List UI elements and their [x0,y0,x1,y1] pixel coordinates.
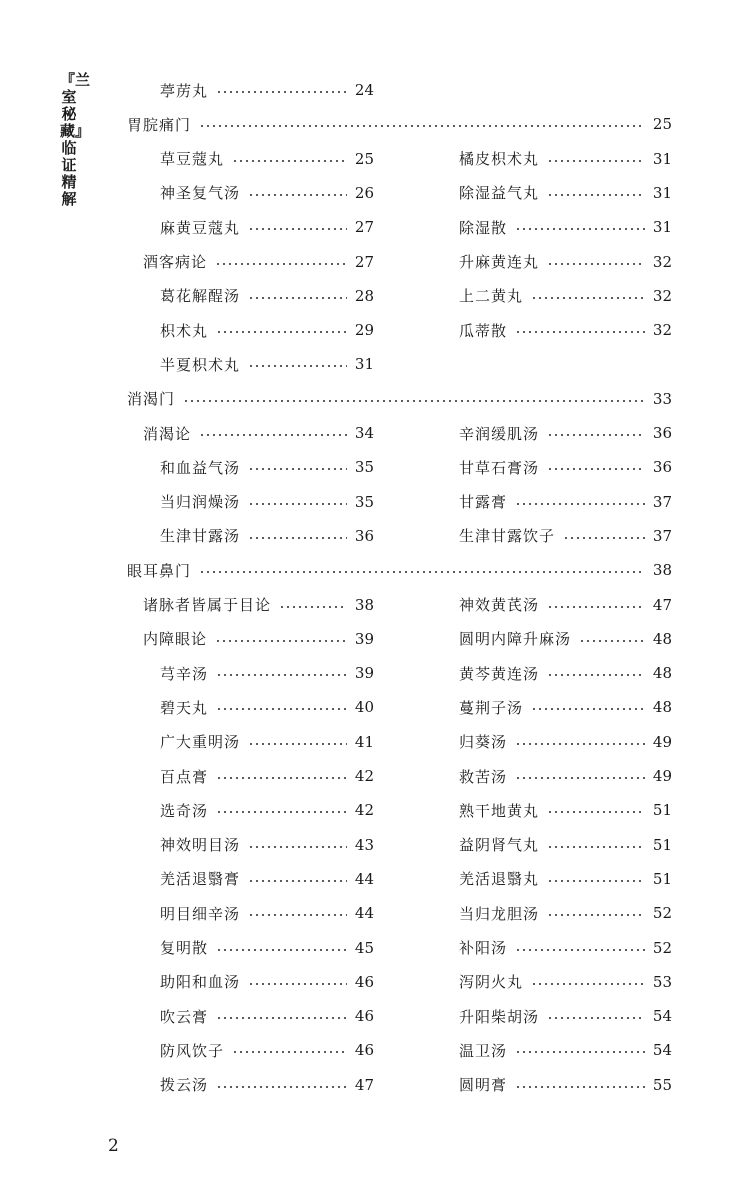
toc-entry-title: 除湿散 [459,218,508,237]
toc-entry [160,1035,374,1065]
toc-entry [459,795,672,825]
dot-leader [515,503,645,505]
running-head: 『兰室秘藏』临证精解 [60,71,91,208]
toc-entry-page: 51 [652,801,672,820]
dot-leader [248,194,347,196]
dot-leader [216,1017,347,1019]
dot-leader [515,228,645,230]
toc-entry [459,144,672,174]
toc-entry-title: 泻阴火丸 [459,973,524,992]
toc-entry-title: 瓜蒂散 [459,321,508,340]
toc-entry [160,898,374,928]
toc-entry-page: 32 [652,286,672,305]
toc-entry [160,281,374,311]
toc-entry-page: 31 [354,355,374,374]
toc-entry-title: 神效黄芪汤 [459,596,540,614]
toc-entry-title: 胃脘痛门 [127,115,192,134]
dot-leader [248,914,347,916]
dot-leader [216,674,347,676]
toc-entry [459,727,672,757]
toc-entry [143,247,374,277]
toc-entry-page: 53 [652,972,672,991]
toc-entry [459,1035,672,1065]
dot-leader [232,1051,347,1053]
toc-entry [459,1070,672,1100]
toc-entry-title: 内障眼论 [143,630,208,649]
toc-entry-title: 助阳和血汤 [160,973,241,992]
toc-entry-page: 51 [652,869,672,888]
toc-entry-page: 51 [652,835,672,854]
toc-entry-page: 38 [354,595,374,614]
toc-entry-page: 25 [354,149,374,168]
toc-entry [459,521,672,551]
dot-leader [248,503,347,505]
dot-leader [216,91,347,93]
toc-entry-page: 31 [652,183,672,202]
toc-entry-page: 25 [652,115,672,134]
toc-entry-title: 上二黄丸 [459,287,524,306]
toc-entry [160,1070,374,1100]
toc-entry [459,418,672,448]
toc-entry-title: 蔓荆子汤 [459,698,524,717]
toc-entry-page: 31 [652,149,672,168]
dot-leader [199,434,347,436]
toc-entry [160,967,374,997]
toc-entry-page: 55 [652,1075,672,1094]
toc-entry [160,315,374,345]
toc-entry-page: 36 [652,424,672,442]
toc-entry [160,521,374,551]
toc-entry-page: 46 [354,1007,374,1026]
dot-leader [547,606,645,608]
dot-leader [547,880,645,882]
toc-entry [143,590,374,620]
dot-leader [248,537,347,539]
dot-leader [248,983,347,985]
toc-entry [459,864,672,894]
toc-entry-title: 葶苈丸 [160,81,209,100]
toc-entry-page: 43 [354,835,374,854]
toc-entry-title: 除湿益气丸 [459,184,540,203]
toc-entry-title: 熟干地黄丸 [459,801,540,820]
toc-entry [459,967,672,997]
toc-entry-page: 42 [354,767,374,785]
toc-entry-title: 诸脉者皆属于目论 [143,596,272,614]
toc-entry-page: 31 [652,218,672,237]
dot-leader [547,674,645,676]
toc-entry-page: 37 [652,492,672,511]
toc-entry [160,933,374,963]
toc-entry-title: 拨云汤 [160,1076,209,1095]
toc-entry [127,384,672,414]
dot-leader [547,846,645,848]
toc-entry-page: 44 [354,904,374,923]
dot-leader [215,640,347,642]
toc-entry [459,452,672,482]
dot-leader [216,1086,347,1088]
toc-entry-page: 45 [354,938,374,957]
toc-entry-page: 39 [354,664,374,683]
dot-leader [199,125,645,127]
toc-entry-title: 广大重明汤 [160,733,241,752]
toc-entry-title: 葛花解酲汤 [160,287,241,306]
dot-leader [216,811,347,813]
page-number: 2 [108,1136,119,1156]
toc-entry-page: 46 [354,972,374,991]
dot-leader [547,194,645,196]
dot-leader [531,297,645,299]
toc-entry-title: 眼耳鼻门 [127,561,192,580]
dot-leader [248,365,347,367]
dot-leader [515,331,645,333]
toc-entry [160,487,374,517]
toc-entry [160,1001,374,1031]
toc-entry-page: 52 [652,938,672,957]
toc-entry-page: 29 [354,321,374,340]
toc-entry-page: 42 [354,801,374,820]
toc-entry-title: 麻黄豆蔻丸 [160,218,241,237]
toc-entry-page: 27 [354,252,374,271]
dot-leader [547,811,645,813]
toc-entry [459,1001,672,1031]
toc-entry-page: 24 [354,81,374,99]
toc-entry [160,830,374,860]
dot-leader [515,949,645,951]
toc-entry-title: 甘露膏 [459,493,508,512]
toc-entry-title: 选奇汤 [160,801,209,820]
toc-entry-title: 橘皮枳术丸 [459,150,540,169]
toc-entry-page: 49 [652,767,672,785]
dot-leader [515,777,645,779]
toc-entry-title: 百点膏 [160,767,209,786]
toc-entry-title: 草豆蔻丸 [160,150,225,169]
toc-entry-title: 羌活退翳膏 [160,870,241,889]
toc-entry-page: 28 [354,286,374,305]
dot-leader [547,1017,645,1019]
toc-entry-title: 升麻黄连丸 [459,253,540,271]
toc-entry-title: 救苦汤 [459,767,508,786]
dot-leader [531,983,645,985]
dot-leader [547,160,645,162]
dot-leader [547,914,645,916]
dot-leader [248,297,347,299]
toc-entry-page: 35 [354,458,374,477]
dot-leader [547,434,645,436]
toc-entry [127,109,672,139]
toc-entry-page: 44 [354,869,374,888]
toc-entry [143,624,374,654]
toc-entry-page: 48 [652,664,672,683]
dot-leader [515,1086,645,1088]
toc-entry [160,692,374,722]
toc-entry-page: 32 [652,252,672,271]
dot-leader [216,708,347,710]
dot-leader [279,606,347,608]
toc-entry-title: 吹云膏 [160,1007,209,1026]
toc-entry-page: 48 [652,629,672,648]
toc-entry-page: 54 [652,1041,672,1060]
toc-entry-title: 神圣复气汤 [160,184,241,203]
dot-leader [248,880,347,882]
toc-entry-title: 半夏枳术丸 [160,355,241,374]
toc-entry [459,933,672,963]
toc-entry [459,590,672,620]
dot-leader [215,263,347,265]
toc-entry [143,418,374,448]
toc-entry-title: 生津甘露汤 [160,527,241,546]
toc-entry-page: 47 [354,1075,374,1094]
toc-entry-page: 54 [652,1007,672,1026]
toc-entry-title: 升阳柴胡汤 [459,1007,540,1026]
toc-entry-title: 消渴论 [143,424,192,443]
toc-entry [127,555,672,585]
toc-entry-page: 38 [652,561,672,580]
toc-entry-title: 明目细辛汤 [160,904,241,923]
toc-entry-title: 补阳汤 [459,939,508,957]
toc-entry [459,898,672,928]
toc-entry [160,349,374,379]
toc-entry-title: 消渴门 [127,390,176,409]
toc-entry [160,761,374,791]
toc-entry [459,830,672,860]
toc-entry [160,658,374,688]
toc-entry-title: 酒客病论 [143,253,208,271]
dot-leader [183,400,645,402]
toc-entry-title: 防风饮子 [160,1041,225,1060]
toc-entry-title: 辛润缓肌汤 [459,424,540,443]
toc-entry [459,281,672,311]
toc-entry [160,727,374,757]
toc-entry-title: 当归润燥汤 [160,493,241,512]
toc-entry [459,315,672,345]
dot-leader [199,571,645,573]
toc-entry-title: 圆明内障升麻汤 [459,630,572,649]
toc-entry-page: 49 [652,732,672,751]
dot-leader [563,537,645,539]
toc-entry [459,658,672,688]
toc-entry [160,178,374,208]
toc-entry [459,247,672,277]
toc-entry [160,864,374,894]
toc-entry-title: 黄芩黄连汤 [459,664,540,683]
toc-entry [459,761,672,791]
toc-entry-page: 26 [354,183,374,202]
toc-entry [459,212,672,242]
toc-entry [160,452,374,482]
toc-entry-page: 47 [652,595,672,614]
toc-entry-title: 生津甘露饮子 [459,527,556,546]
toc-entry-title: 归葵汤 [459,733,508,752]
dot-leader [216,331,347,333]
toc-entry-page: 32 [652,321,672,340]
toc-entry-title: 复明散 [160,939,209,957]
toc-entry-title: 当归龙胆汤 [459,904,540,923]
toc-entry-page: 35 [354,492,374,511]
toc-entry-page: 52 [652,904,672,923]
toc-entry-page: 48 [652,698,672,717]
toc-entry-page: 41 [354,732,374,751]
dot-leader [248,228,347,230]
toc-entry-page: 36 [354,526,374,545]
toc-entry [160,212,374,242]
toc-entry [160,144,374,174]
toc-entry-title: 甘草石膏汤 [459,458,540,477]
dot-leader [216,949,347,951]
toc-entry-page: 46 [354,1041,374,1060]
dot-leader [248,846,347,848]
toc-entry-title: 益阴肾气丸 [459,836,540,855]
dot-leader [515,743,645,745]
toc-entry-page: 36 [652,458,672,477]
dot-leader [531,708,645,710]
toc-entry-title: 和血益气汤 [160,458,241,477]
toc-entry-title: 碧天丸 [160,698,209,717]
toc-entry [459,178,672,208]
toc-entry-title: 圆明膏 [459,1076,508,1095]
toc-entry-title: 神效明目汤 [160,836,241,855]
dot-leader [547,263,645,265]
toc-entry [459,624,672,654]
dot-leader [248,743,347,745]
dot-leader [216,777,347,779]
toc-entry-page: 33 [652,389,672,408]
toc-entry [160,75,374,105]
toc-entry-title: 羌活退翳丸 [459,870,540,889]
toc-entry-page: 34 [354,424,374,442]
dot-leader [515,1051,645,1053]
toc-entry-page: 40 [354,698,374,717]
dot-leader [547,468,645,470]
dot-leader [248,468,347,470]
dot-leader [579,640,645,642]
toc-entry [459,692,672,722]
toc-entry-page: 37 [652,526,672,545]
toc-entry-title: 温卫汤 [459,1041,508,1060]
toc-entry-page: 39 [354,629,374,648]
toc-entry-title: 枳术丸 [160,321,209,340]
toc-entry-title: 芎辛汤 [160,664,209,683]
dot-leader [232,160,347,162]
toc-entry [459,487,672,517]
toc-entry [160,795,374,825]
toc-entry-page: 27 [354,218,374,237]
